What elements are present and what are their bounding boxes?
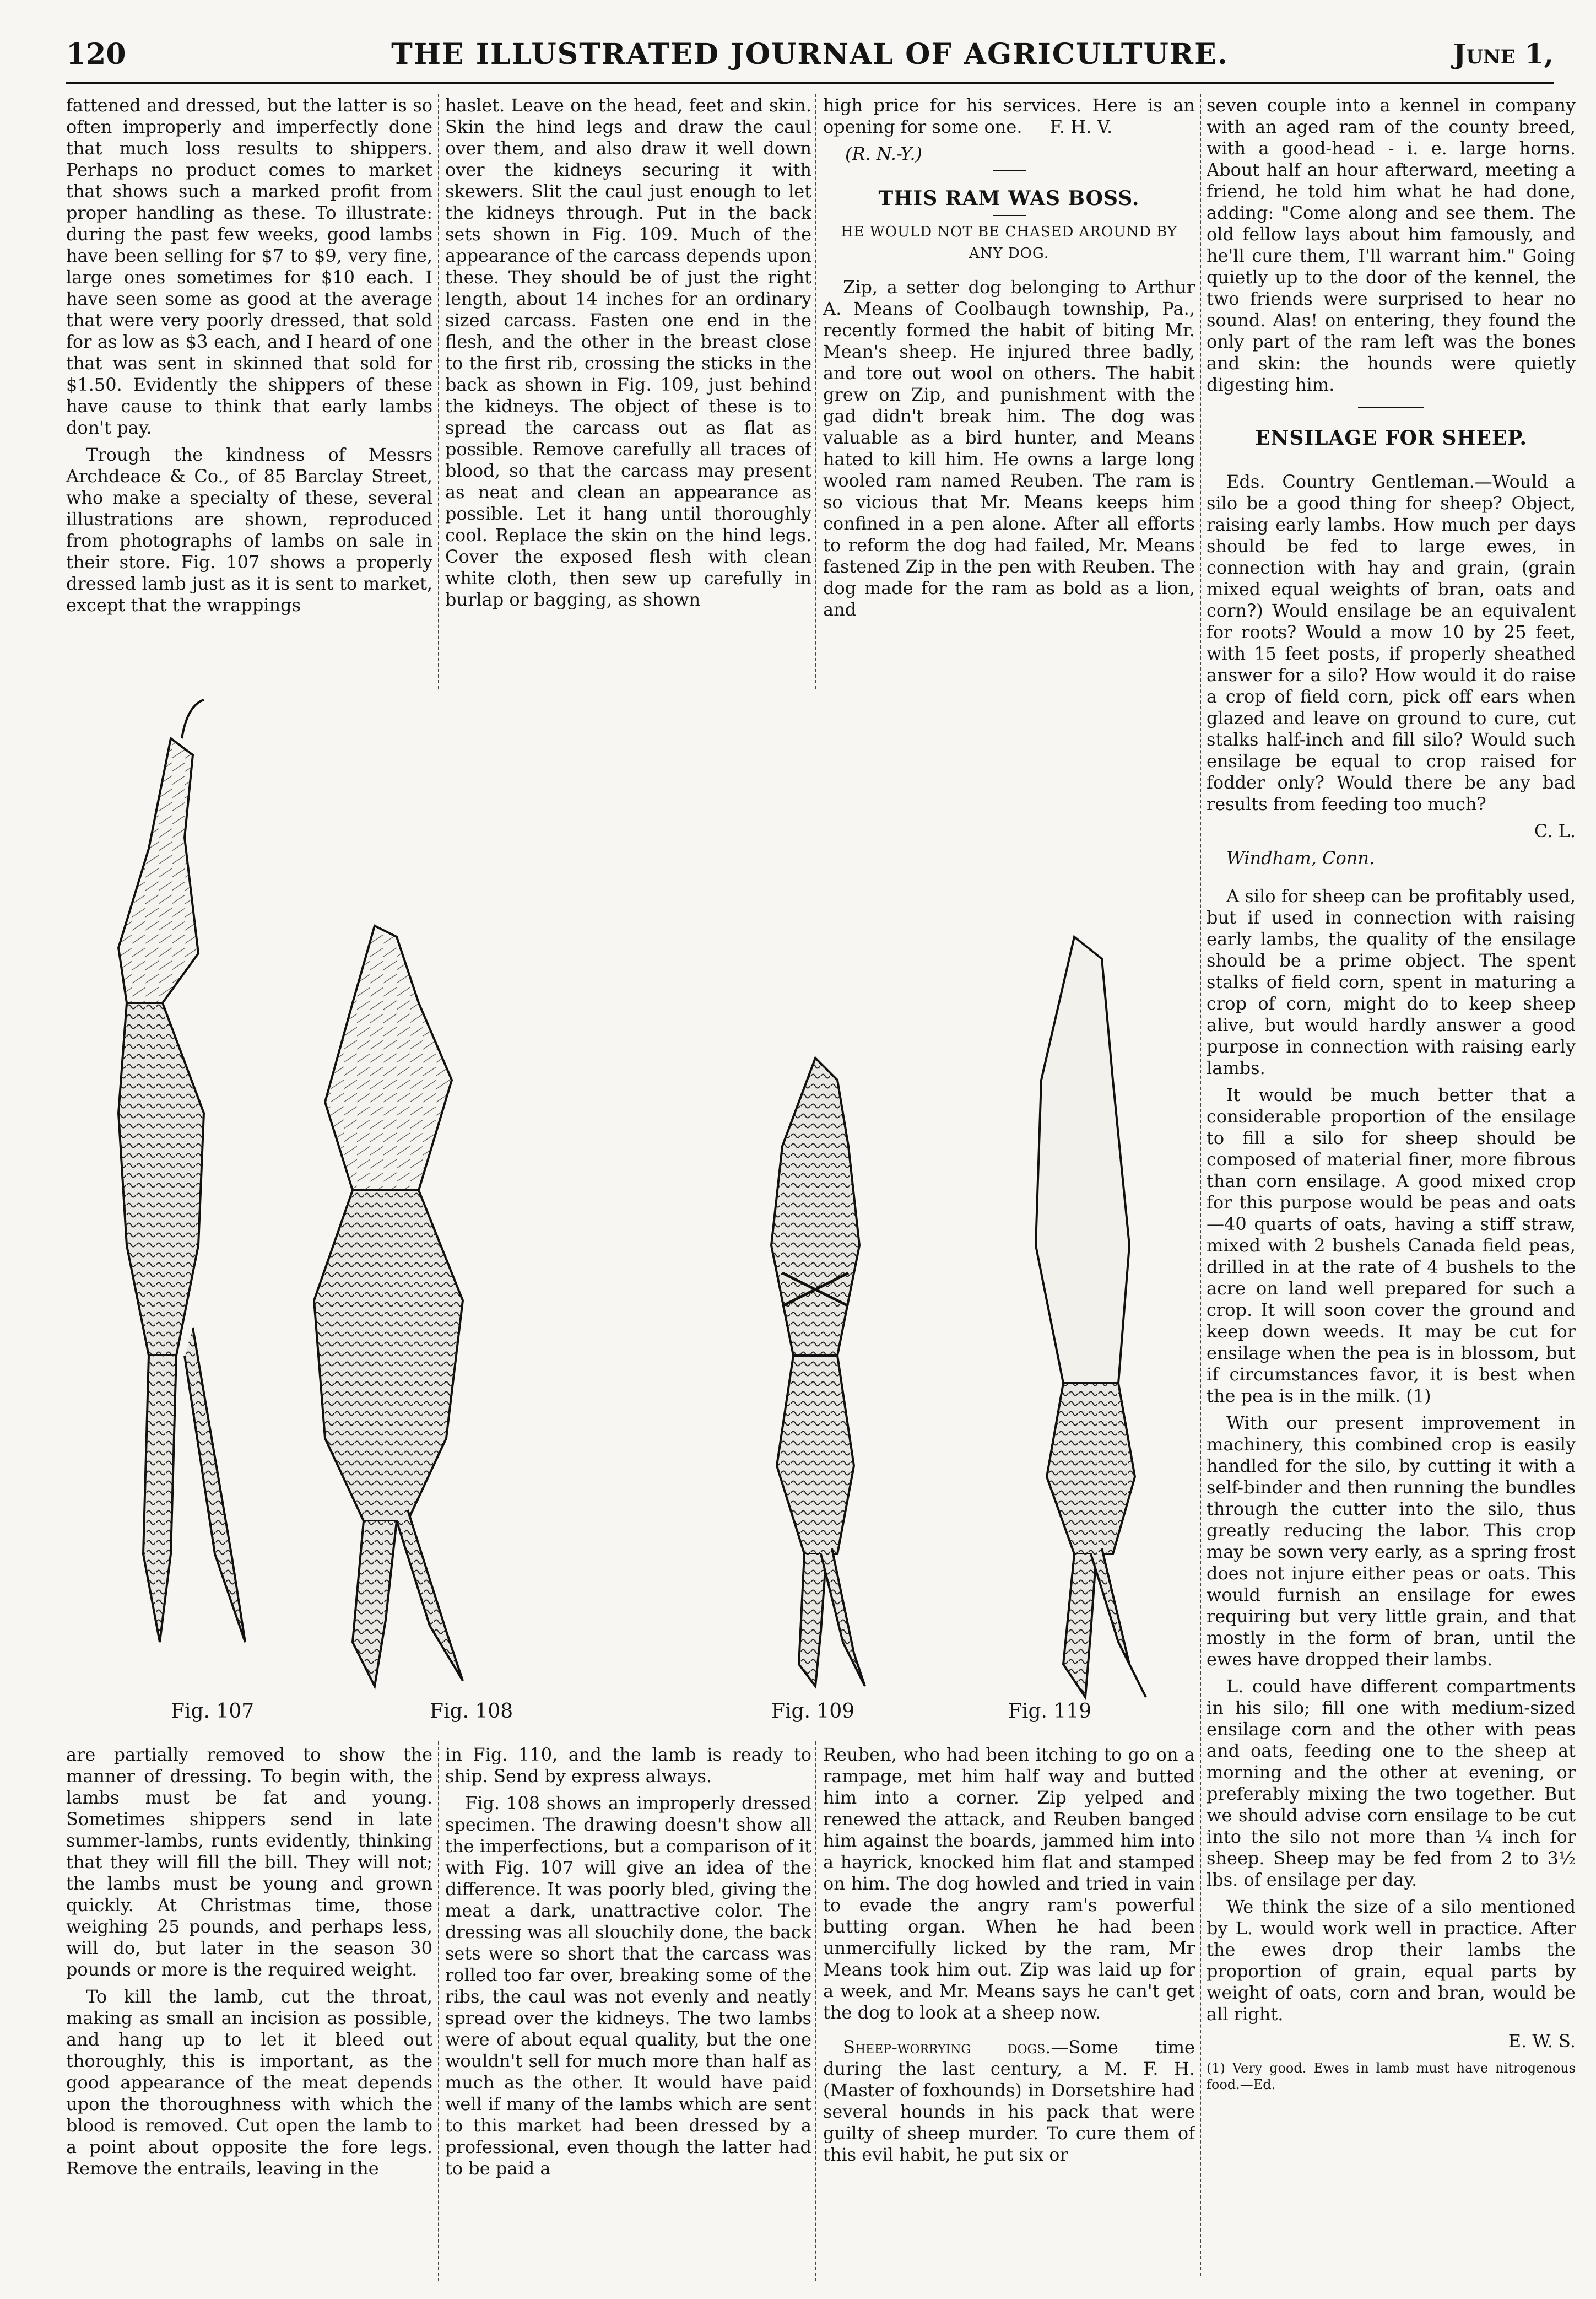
paragraph: It would be much better that a considerable proportion of the ensilage to fill a silo for sheep should be composed of material finer, more fibrous than corn ensilage. A good mixed crop for this purpose would be peas and oats —40 quarts of oats, having a stiff straw, mixed with 2 bushels Canada field peas, drilled in at the rate of 4 bushels to the acre on land well prepared for such a crop. It will soon cover the ground and keep down weeds. It may be cut for ensilage when the pea is in blossom, but if circumstances favor, it is best when the pea is in the milk. (1) [1207, 1084, 1576, 1406]
column-2-bottom [445, 1744, 811, 2284]
column-3-bottom [823, 1744, 1195, 2284]
figure-caption: Fig. 107 [171, 1700, 255, 1723]
separator [1358, 407, 1424, 408]
paragraph: With our present improvement in machinery, this combined crop is easily handled for the silo, by cutting it with a self-binder and then running the bundles through the cutter into the silo, thus greatly reducing the labor. This crop may be sown very early, as a spring frost does not injure either peas or oats. This would furnish an ensilage for ewes requiring but very little grain, and that mostly in the form of bran, until the ewes have dropped their lambs. [1207, 1412, 1576, 1670]
figure-illustrations [66, 694, 1195, 1730]
fig-107-lamb [118, 700, 245, 1642]
paragraph: L. could have different compartments in his silo; fill one with medium-sized ensilage corn and the other with peas and oats, feeding one to the sheep at morning and the other at evening, or preferably mixing the two together. But we should advise corn ensilage to be cut into the silo not more than ¼ inch for sheep. Sheep may be fed from 2 to 3½ lbs. of ensilage per day. [1207, 1676, 1576, 1890]
fig-108-lamb [314, 926, 463, 1686]
figure-caption: Fig. 119 [1008, 1700, 1092, 1723]
column-divider [438, 1741, 439, 2281]
letter-paragraph: Eds. Country Gentleman.—Would a silo be a good thing for sheep? Object, raising early lambs. How much per days should be fed to large ewes, in connection with hay and grain, (grain mixed equal weights of bran, oats and corn?) Would ensilage be an equivalent for roots? Would a mow 10 by 25 feet, with 15 feet posts, if properly sheathed answer for a silo? How would it do raise a crop of field corn, pick off ears when glazed and leave on ground to cure, cut stalks half-inch and fill silo? Would such ensilage be equal to crop raised for fodder only? Would there be any bad results from feeding too much? [1207, 471, 1576, 814]
column-3-top [823, 95, 1195, 690]
article-subheading: HE WOULD NOT BE CHASED AROUND BY ANY DOG. [841, 224, 1177, 262]
paragraph: seven couple into a kennel in company with an aged ram of the county breed, with a good-head - i. e. large horns. About half an hour afterward, meeting a friend, he told him what he had done, adding: "Come along and see them. The old fellow lays about him famously, and he'll cure them, I'll warrant him." Going quietly up to the door of the kennel, the two friends were surprised to hear no sound. Alas! on entering, they found the only part of the ram left was the bones and skin: the hounds were quietly digesting him. [1207, 95, 1576, 395]
paragraph: in Fig. 110, and the lamb is ready to ship. Send by express always. [445, 1744, 811, 1787]
figure-caption: Fig. 109 [771, 1700, 855, 1723]
paragraph: Reuben, who had been itching to go on a rampage, met him half way and butted him into a corner. Zip yelped and renewed the attack, and Reuben banged him against the boards, jammed him into a hayrick, knocked him flat and stamped on him. The dog howled and tried in vain to evade the angry ram's powerful butting organ. When he had been unmercifully licked by the ram, Mr Means took him out. Zip was laid up for a week, and Mr. Means says he can't get the dog to look at a sheep now. [823, 1744, 1195, 2023]
column-4 [1207, 95, 1576, 2277]
header-rule [66, 82, 1554, 84]
paragraph: are partially removed to show the manner of dressing. To begin with, the lambs must be fat and young. Sometimes shippers send in late summer-lambs, runts evidently, thinking that they will fill the bill. They will not; the lambs must be young and grown quickly. At Christmas time, those weighing 25 pounds, and perhaps less, will do, but later in the season 30 pounds or more is the required weight. [66, 1744, 432, 1980]
column-divider [1200, 94, 1201, 2276]
author-signature: E. W. S. [1508, 2031, 1576, 2052]
letter-place: Windham, Conn. [1226, 848, 1375, 868]
author-signature: C. L. [1534, 821, 1576, 841]
fig-109-lamb [771, 1058, 865, 1686]
footnote: (1) Very good. Ewes in lamb must have nitrogenous food.—Ed. [1207, 2060, 1576, 2092]
paragraph: A silo for sheep can be profitably used, but if used in connection with raising early lambs, the quality of the ensilage should be a prime object. The spent stalks of field corn, spent in maturing a crop of corn, might do to keep sheep alive, but would hardly answer a good purpose in connection with raising early lambs. [1207, 886, 1576, 1078]
column-2-top [445, 95, 811, 690]
paragraph: fattened and dressed, but the latter is so often improperly and imperfectly done that much loss results to shippers. Perhaps no product comes to market that shows such a marked profit from proper handling as these. To illustrate: during the past few weeks, good lambs have been selling for $7 to $9, very fine, large ones sometimes for $10 each. I have seen some as good at the average that were very poorly dressed, that sold for as low as $3 each, and I heard of one that was sent in skinned that sold for $1.50. Evidently the shippers of these have cause to think that early lambs don't pay. [66, 95, 432, 438]
page-number: 120 [66, 37, 126, 71]
article-heading: THIS RAM WAS BOSS. [878, 187, 1140, 210]
paragraph: high price for his services. Here is an opening for some one. [823, 95, 1195, 137]
paragraph: haslet. Leave on the head, feet and skin. Skin the hind legs and draw the caul over them, and also draw it well down over the kidneys securing it with skewers. Slit the caul just enough to let the kidneys through. Put in the back sets shown in Fig. 109. Much of the appearance of the carcass depends upon these. They should be of just the right length, about 14 inches for an ordinary sized carcass. Fasten one end in the flesh, and the other in the breast close to the first rib, crossing the sticks in the back as shown in Fig. 109, just behind the kidneys. The object of these is to spread the carcass out as flat as possible. Remove carefully all traces of blood, so that the carcass may present as neat and clean an appearance as possible. Let it hang until thoroughly cool. Replace the skin on the hind legs. Cover the exposed flesh with clean white cloth, then sew up carefully in burlap or bagging, as shown [445, 95, 811, 610]
column-1-top [66, 95, 432, 690]
figure-caption: Fig. 108 [430, 1700, 513, 1723]
separator [993, 170, 1026, 171]
column-1-bottom [66, 1744, 432, 2284]
column-divider [815, 94, 816, 689]
dressed-lambs-illustration [66, 694, 1195, 1730]
column-divider [438, 94, 439, 689]
paragraph: Trough the kindness of Messrs Archdeace & Co., of 85 Barclay Street, who make a specialty of these, several illustrations are shown, reproduced from photographs of lambs on sale in their store. Fig. 107 shows a properly dressed lamb just as it is sent to market, except that the wrappings [66, 444, 432, 616]
page-header [66, 33, 1554, 77]
column-divider [815, 1741, 816, 2281]
paragraph: To kill the lamb, cut the throat, making as small an incision as possible, and hang up to let it bleed out thoroughly, this is important, as the good appearance of the meat depends upon the thoroughness with which the blood is removed. Cut open the lamb to a point about opposite the fore legs. Remove the entrails, leaving in the [66, 1986, 432, 2179]
section-lead: Sheep-worrying dogs. [843, 2037, 1051, 2058]
paragraph: —Some time during the last century, a M. F. H. (Master of foxhounds) in Dorsetshire had several hounds in his pack that were guilty of sheep murder. To cure them of this evil habit, he put six or [823, 2037, 1195, 2165]
paragraph: Fig. 108 shows an improperly dressed specimen. The drawing doesn't show all the imperfections, but a comparison of it with Fig. 107 will give an idea of the difference. It was poorly bled, giving the meat a dark, unattractive color. The dressing was all slouchily done, the back sets were so short that the carcass was rolled too far over, breaking some of the ribs, the caul was not evenly and neatly spread over the kidneys. The two lambs were of about equal quality, but the one wouldn't sell for much more than half as much as the other. It would have paid well if many of the lambs which are sent to this market had been dressed by a professional, even though the latter had to be paid a [445, 1793, 811, 2179]
fig-119-lamb [1036, 937, 1146, 1697]
separator [993, 215, 1026, 216]
paragraph: Zip, a setter dog belonging to Arthur A. Means of Coolbaugh township, Pa., recently formed the habit of biting Mr. Mean's sheep. He injured three badly, and tore out wool on others. The habit grew on Zip, and punishment with the gad didn't break him. The dog was valuable as a bird hunter, and Means hated to kill him. He owns a large long wooled ram named Reuben. The ram is so vicious that Mr. Means keeps him confined in a pen alone. After all efforts to reform the dog had failed, Mr. Means fastened Zip in the pen with Reuben. The dog made for the ram as bold as a lion, and [823, 277, 1195, 620]
article-heading: ENSILAGE FOR SHEEP. [1254, 427, 1528, 450]
paragraph: We think the size of a silo mentioned by L. would work well in practice. After the ewes drop their lambs the proportion of grain, equal parts by weight of oats, corn and bran, would be all right. [1207, 1896, 1576, 2025]
journal-title: THE ILLUSTRATED JOURNAL OF AGRICULTURE. [391, 37, 1229, 71]
source-credit: (R. N.-Y.) [845, 143, 922, 164]
author-signature: F. H. V. [1049, 116, 1113, 137]
issue-date: June 1, [1453, 37, 1554, 70]
